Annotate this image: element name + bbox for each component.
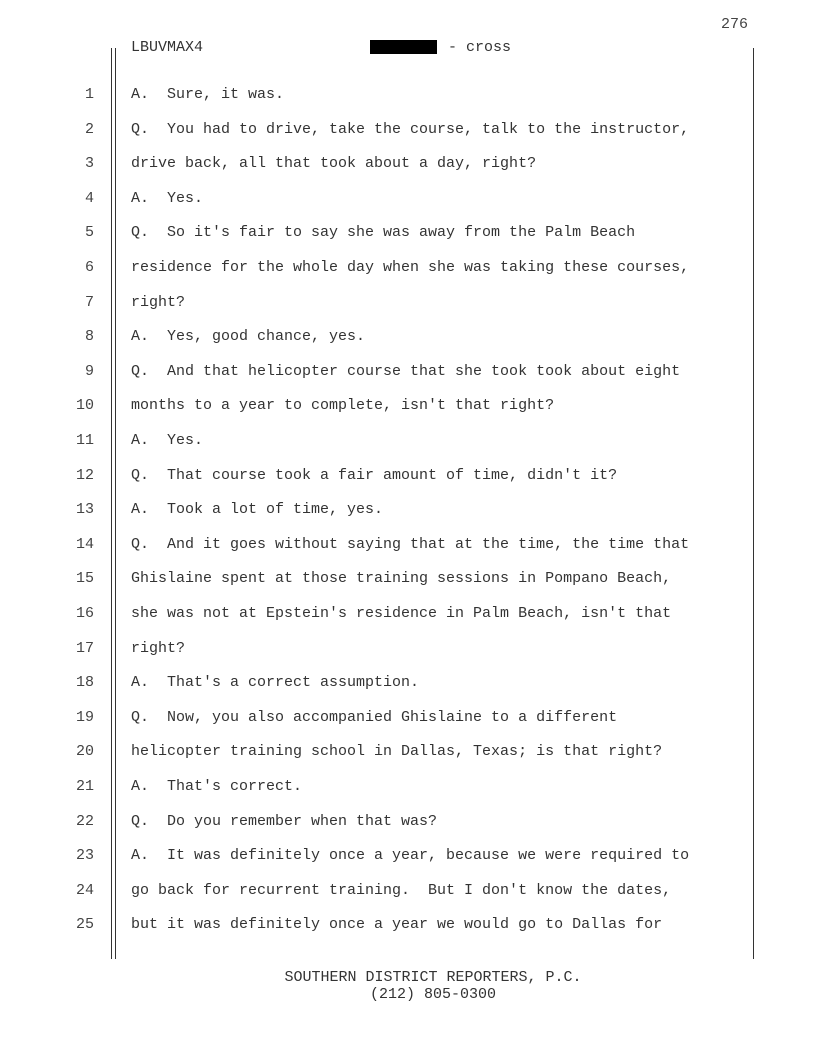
line-number: 2	[84, 121, 94, 138]
line-number: 6	[84, 259, 94, 276]
transcript-line: but it was definitely once a year we would go to Dallas for	[131, 916, 663, 933]
line-number: 9	[84, 363, 94, 380]
line-number: 8	[84, 328, 94, 345]
witness-name-redaction	[370, 40, 437, 54]
transcript-line: she was not at Epstein's residence in Palm Beach, isn't that	[131, 605, 672, 622]
line-number: 15	[75, 570, 94, 587]
left-margin-line-inner	[115, 48, 116, 959]
line-number: 18	[75, 674, 94, 691]
footer	[0, 969, 816, 1003]
page-number: 276	[720, 16, 748, 33]
transcript-line: Q. And it goes without saying that at the time, the time that	[131, 536, 690, 553]
transcript-line: Q. And that helicopter course that she took took about eight	[131, 363, 681, 380]
transcript-line: Q. Do you remember when that was?	[131, 813, 438, 830]
examination-type: - cross	[448, 39, 512, 56]
transcript-line: Q. That course took a fair amount of time, didn't it?	[131, 467, 618, 484]
line-number: 4	[84, 190, 94, 207]
line-number: 19	[75, 709, 94, 726]
transcript-line: Q. So it's fair to say she was away from the Palm Beach	[131, 224, 636, 241]
transcript-line: Q. Now, you also accompanied Ghislaine to a different	[131, 709, 618, 726]
transcript-line: A. That's a correct assumption.	[131, 674, 420, 691]
transcript-line: A. That's correct.	[131, 778, 303, 795]
transcript-line: Q. You had to drive, take the course, talk to the instructor,	[131, 121, 690, 138]
transcript-line: A. Sure, it was.	[131, 86, 285, 103]
line-number: 20	[75, 743, 94, 760]
line-number: 1	[84, 86, 94, 103]
transcript-line: A. It was definitely once a year, because we were required to	[131, 847, 690, 864]
line-number: 22	[75, 813, 94, 830]
line-number: 14	[75, 536, 94, 553]
line-number: 10	[75, 397, 94, 414]
transcript-line: A. Took a lot of time, yes.	[131, 501, 384, 518]
transcript-line: A. Yes.	[131, 432, 204, 449]
line-number: 5	[84, 224, 94, 241]
footer-phone: (212) 805-0300	[369, 986, 497, 1003]
line-number: 23	[75, 847, 94, 864]
line-number: 17	[75, 640, 94, 657]
line-number: 11	[75, 432, 94, 449]
line-number: 16	[75, 605, 94, 622]
transcript-line: helicopter training school in Dallas, Texas; is that right?	[131, 743, 663, 760]
line-number: 12	[75, 467, 94, 484]
line-number: 3	[84, 155, 94, 172]
footer-company: SOUTHERN DISTRICT REPORTERS, P.C.	[284, 969, 582, 986]
case-code: LBUVMAX4	[131, 39, 204, 56]
line-number: 13	[75, 501, 94, 518]
line-number: 24	[75, 882, 94, 899]
transcript-line: A. Yes, good chance, yes.	[131, 328, 366, 345]
transcript-line: drive back, all that took about a day, right?	[131, 155, 537, 172]
line-number: 21	[75, 778, 94, 795]
right-margin-line	[753, 48, 754, 959]
left-margin-line	[111, 48, 112, 959]
transcript-line: go back for recurrent training. But I don't know the dates,	[131, 882, 672, 899]
transcript-line: months to a year to complete, isn't that right?	[131, 397, 555, 414]
line-number: 25	[75, 916, 94, 933]
transcript-line: Ghislaine spent at those training sessions in Pompano Beach,	[131, 570, 672, 587]
line-number: 7	[84, 294, 94, 311]
transcript-line: right?	[131, 294, 186, 311]
transcript-line: A. Yes.	[131, 190, 204, 207]
transcript-line: right?	[131, 640, 186, 657]
transcript-line: residence for the whole day when she was taking these courses,	[131, 259, 690, 276]
